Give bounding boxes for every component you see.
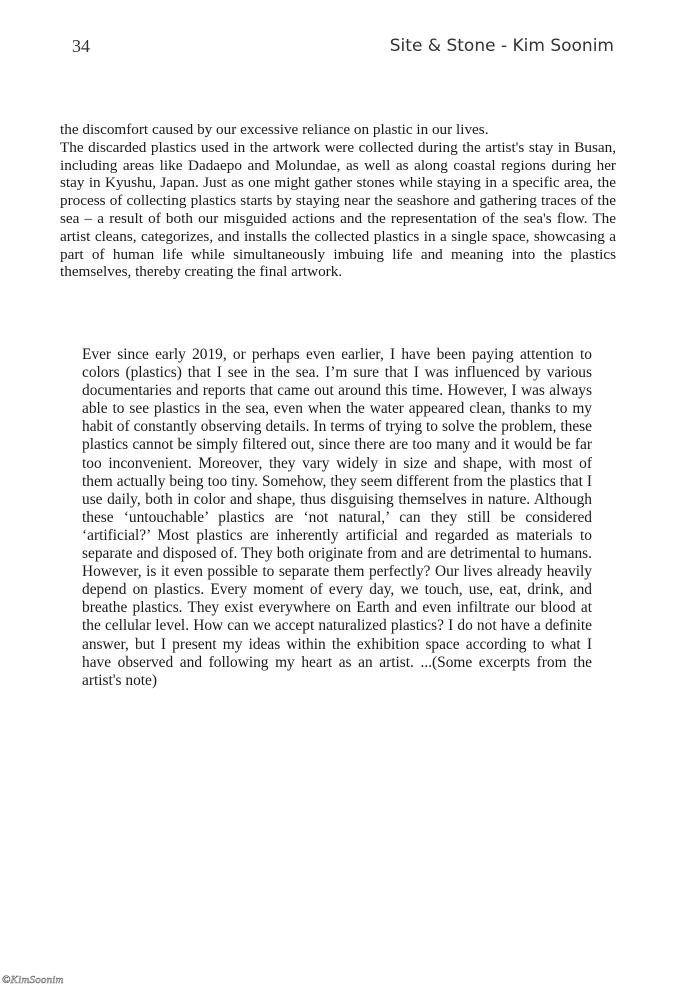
body-paragraph: the discomfort caused by our excessive reliance on plastic in our lives. xyxy=(60,121,489,138)
body-paragraph: The discarded plastics used in the artwork were collected during the artist's stay in Busan, including areas like Dadaepo and Molundae, as well as along coastal regions during her stay in Kyushu, Japan. Just as one might gather stones while staying in a specific area, the process of collecting plastics starts by staying near the seashore and gathering traces of the sea – a result of both our misguided actions and the representation of the sea's flow. The artist cleans, categorizes, and installs the collected plastics in a single space, showcasing a part of human life while simultaneously imbuing life and meaning into the plastics themselves, thereby creating the final artwork. xyxy=(60,138,616,281)
artist-note-quote: Ever since early 2019, or perhaps even earlier, I have been paying attention to colors (plastics) that I see in the sea. I’m sure that I was influenced by various documentaries and reports that came out around this time. However, I was always able to see plastics in the sea, even when the water appeared clean, thanks to my habit of constantly observing details. In terms of trying to solve the problem, these plastics cannot be simply filtered out, since there are too many and it would be far too inconvenient. Moreover, they vary widely in size and shape, with most of them actually being too tiny. Somehow, they seem different from the plastics that I use daily, both in color and shape, thus disguising themselves in nature. Although these ‘untouchable’ plastics are ‘not natural,’ can they still be considered ‘artificial?’ Most plastics are inherently artificial and regarded as materials to separate and disposed of. They both originate from and are detrimental to humans. However, is it even possible to separate them perfectly? Our lives already heavily depend on plastics. Every moment of every day, we touch, use, eat, drink, and breathe plastics. They exist everywhere on Earth and even infiltrate our blood at the cellular level. How can we accept naturalized plastics? I do not have a definite answer, but I present my ideas within the exhibition space according to what I have observed and following my heart as an artist. ...(Some excerpts from the artist's note) xyxy=(82,346,592,689)
page-number: 34 xyxy=(72,36,90,56)
running-header-title: Site & Stone - Kim Soonim xyxy=(389,36,614,56)
body-text xyxy=(60,121,616,281)
copyright-watermark: ©KimSoonim xyxy=(2,974,64,986)
